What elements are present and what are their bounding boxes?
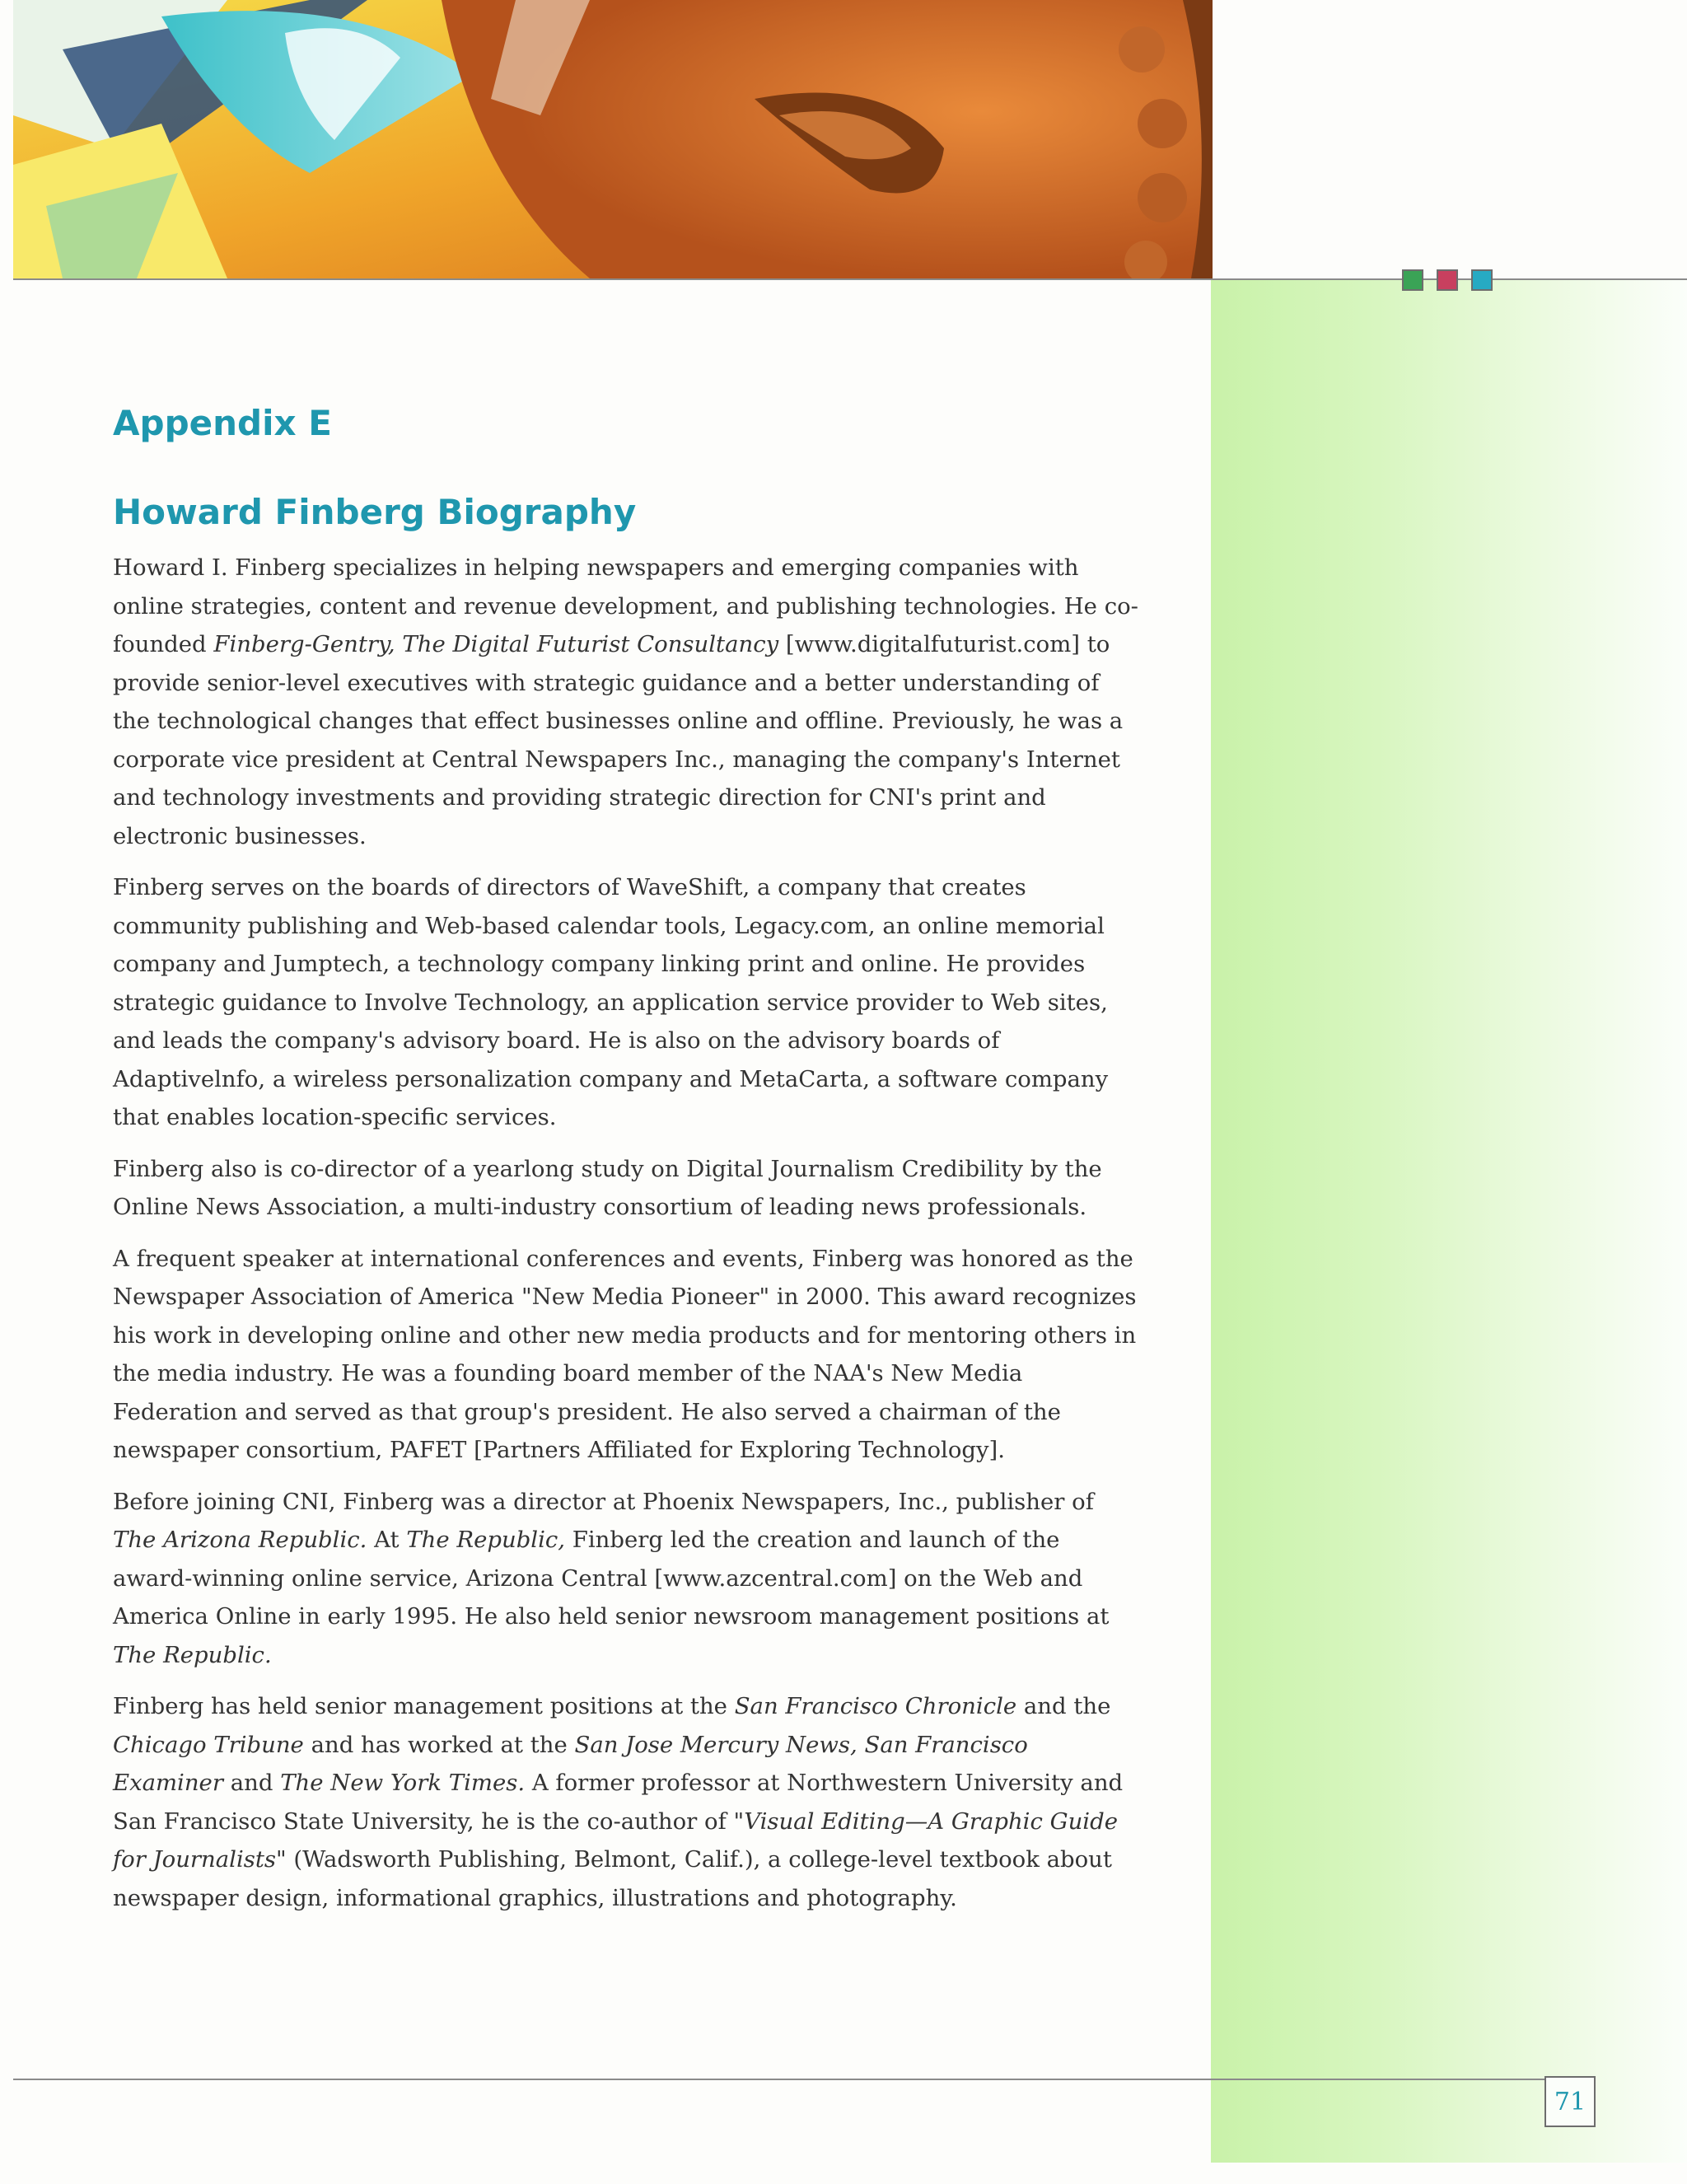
italic-title-text: San Jose Mercury News, San Francisco Examiner xyxy=(113,1731,1028,1796)
italic-title-text: San Francisco Chronicle xyxy=(734,1693,1017,1719)
italic-title-text: Chicago Tribune xyxy=(113,1731,304,1758)
paragraph-text: Finberg led the creation and launch of the award-winning online service, Arizona Central [www.azcentral.com] on the Web and America Online in early 1995. He also held senior newsroom management positions at xyxy=(113,1527,1110,1630)
italic-title-text: The Republic. xyxy=(113,1641,272,1668)
italic-title-text: The Republic, xyxy=(406,1527,566,1553)
paragraph-text: " (Wadsworth Publishing, Belmont, Calif.), a college-level textbook about newspaper design, informational graphics, illustrations and photography. xyxy=(113,1846,1112,1911)
body-paragraph xyxy=(113,868,1143,1137)
header-illustration xyxy=(13,0,1213,278)
paragraph-text: Finberg has held senior management positions at the xyxy=(113,1693,735,1719)
italic-title-text: The New York Times. xyxy=(280,1770,526,1796)
green-square xyxy=(1402,269,1423,291)
paragraph-text: and xyxy=(222,1770,281,1796)
page-number: 71 xyxy=(1544,2076,1596,2127)
body-paragraph xyxy=(113,1150,1143,1227)
body-paragraph xyxy=(113,1483,1143,1675)
paragraph-text: At xyxy=(367,1527,407,1553)
italic-title-text: Finberg-Gentry, The Digital Futurist Consultancy xyxy=(213,631,779,657)
appendix-label: Appendix E xyxy=(113,403,332,443)
paragraph-text: and has worked at the xyxy=(303,1731,575,1758)
paragraph-text: Before joining CNI, Finberg was a director at Phoenix Newspapers, Inc., publisher of xyxy=(113,1488,1094,1515)
decorative-squares xyxy=(1402,269,1493,291)
italic-title-text: Visual Editing—A Graphic Guide for Journalists xyxy=(113,1808,1118,1873)
footer-rule xyxy=(13,2079,1545,2080)
paragraph-text: [www.digitalfuturist.com] to provide senior-level executives with strategic guidance and a better understanding of the technological changes that effect businesses online and offline. Previously, he was a corporate vice president at Central Newspapers Inc., managing the company's Internet and technology investments and providing strategic direction for CNI's print and electronic businesses. xyxy=(113,631,1124,849)
body-paragraph xyxy=(113,1687,1143,1917)
red-square xyxy=(1437,269,1458,291)
page-title: Howard Finberg Biography xyxy=(113,492,637,532)
main-content xyxy=(113,399,1143,1930)
teal-square xyxy=(1471,269,1493,291)
paragraph-text: Finberg also is co-director of a yearlong study on Digital Journalism Credibility by the Online News Association, a multi-industry consortium of leading news professionals. xyxy=(113,1155,1102,1220)
biography-text xyxy=(113,549,1143,1917)
body-paragraph xyxy=(113,549,1143,855)
side-panel xyxy=(1211,280,1687,2163)
italic-title-text: The Arizona Republic. xyxy=(113,1527,367,1553)
paragraph-text: Finberg serves on the boards of directors of WaveShift, a company that creates community publishing and Web-based calendar tools, Legacy.com, an online memorial company and Jumptech, a technology company linking print and online. He provides strategic guidance to Involve Technology, an application service provider to Web sites, and leads the company's advisory board. He is also on the advisory boards of Adaptivelnfo, a wireless personalization company and MetaCarta, a software company that enables location-specific services. xyxy=(113,874,1109,1130)
body-paragraph xyxy=(113,1240,1143,1470)
paragraph-text: Howard I. Finberg specializes in helping newspapers and emerging companies with online strategies, content and revenue development, and publishing technologies. He co-founded xyxy=(113,554,1138,657)
paragraph-text: and the xyxy=(1016,1693,1111,1719)
paragraph-text: A former professor at Northwestern University and San Francisco State University, he is the co-author of " xyxy=(113,1770,1124,1835)
paragraph-text: A frequent speaker at international conferences and events, Finberg was honored as the Newspaper Association of America "New Media Pioneer" in 2000. This award recognizes his work in developing online and other new media products and for mentoring others in the media industry. He was a founding board member of the NAA's New Media Federation and served as that group's president. He also served a chairman of the newspaper consortium, PAFET [Partners Affiliated for Exploring Technology]. xyxy=(113,1245,1137,1463)
